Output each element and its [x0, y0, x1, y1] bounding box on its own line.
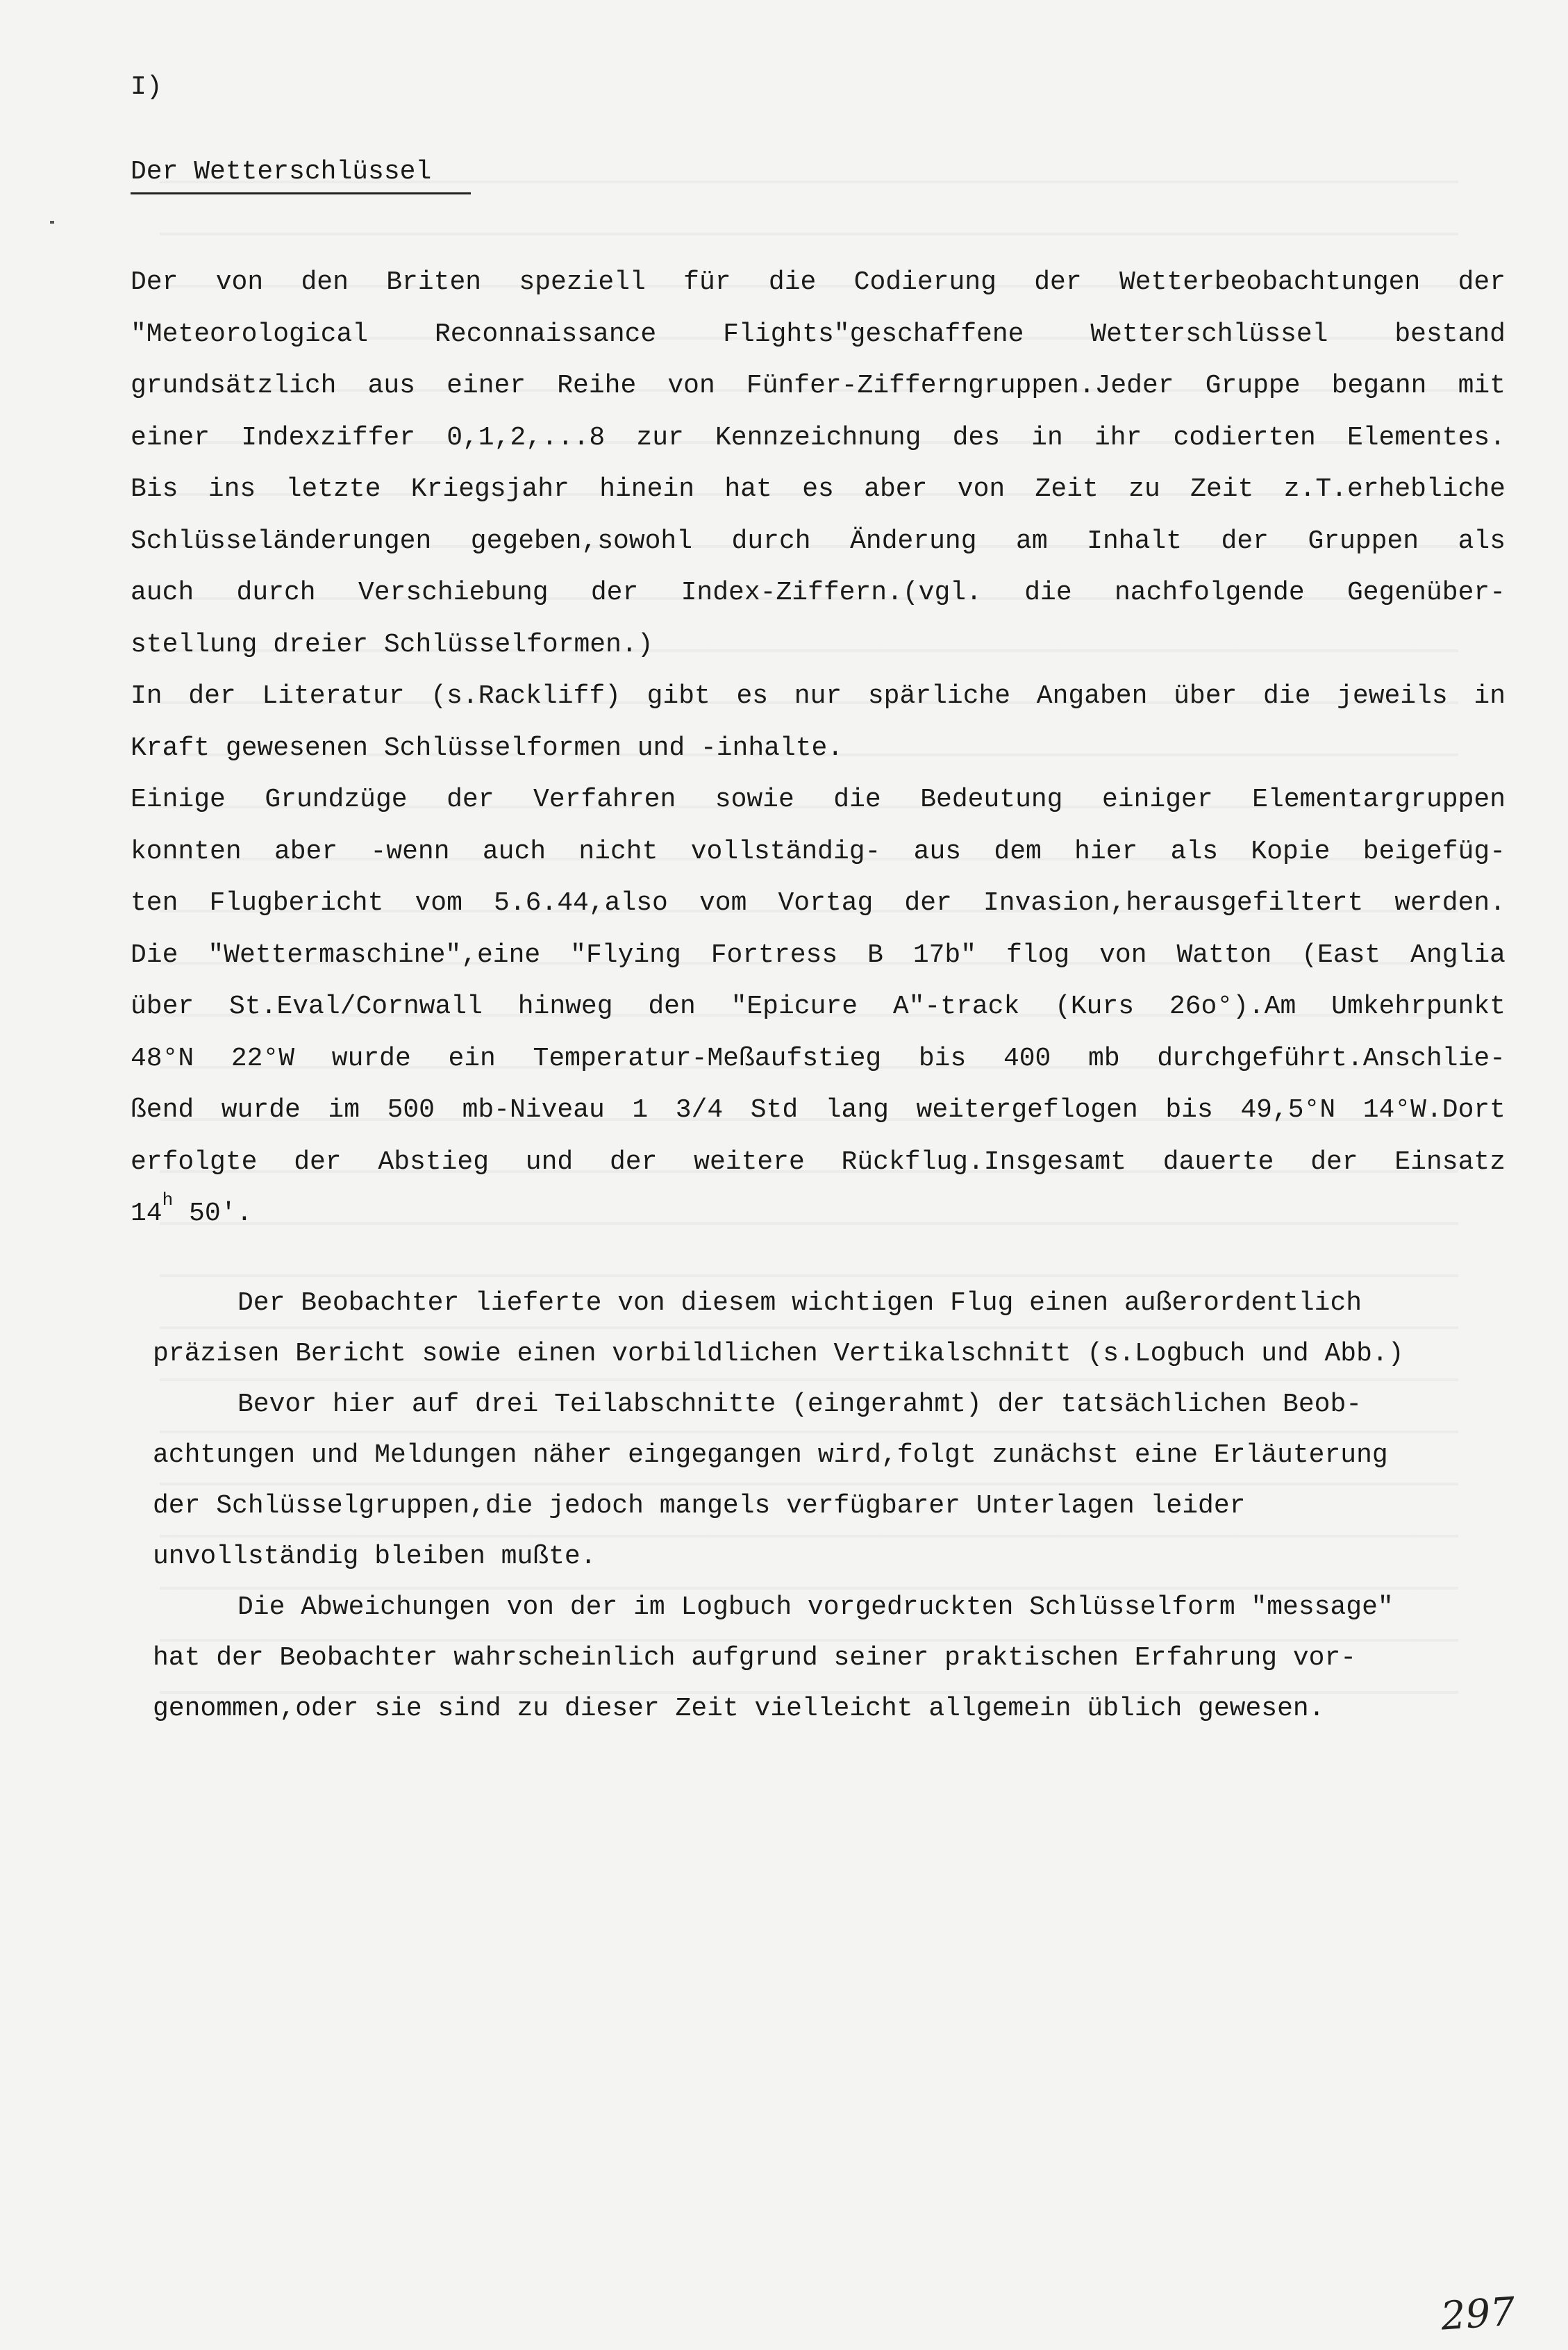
text-line: ßend wurde im 500 mb-Niveau 1 3/4 Std lang weitergeflogen bis 49,5°N 14°W.Dort: [131, 1095, 1506, 1125]
text-line: auch durch Verschiebung der Index-Ziffern.(vgl. die nachfolgende Gegenüber-: [131, 578, 1506, 608]
text-line: über St.Eval/Cornwall hinweg den "Epicure A"-track (Kurs 26o°).Am Umkehrpunkt: [131, 992, 1506, 1022]
section-number: I): [131, 72, 162, 102]
paragraph-intro: [131, 257, 1506, 1240]
duration-minutes: 50'.: [189, 1199, 253, 1228]
text-line: Bis ins letzte Kriegsjahr hinein hat es aber von Zeit zu Zeit z.T.erhebliche: [131, 474, 1506, 504]
text-line: Einige Grundzüge der Verfahren sowie die Bedeutung einiger Elementargruppen: [131, 785, 1506, 815]
text-line: Der Beobachter lieferte von diesem wichtigen Flug einen außerordentlich: [237, 1288, 1362, 1318]
text-line: präzisen Bericht sowie einen vorbildlichen Vertikalschnitt (s.Logbuch und Abb.): [153, 1339, 1404, 1369]
text-line: Die "Wettermaschine",eine "Flying Fortress B 17b" flog von Watton (East Anglia: [131, 940, 1506, 970]
text-line: Die Abweichungen von der im Logbuch vorgedruckten Schlüsselform "message": [237, 1592, 1394, 1622]
text-line: ten Flugbericht vom 5.6.44,also vom Vortag der Invasion,herausgefiltert werden.: [131, 888, 1506, 918]
text-line: achtungen und Meldungen näher eingegangen wird,folgt zunächst eine Erläuterung: [153, 1440, 1388, 1470]
paragraph-observer: [153, 1278, 1507, 1734]
text-line: Kraft gewesenen Schlüsselformen und -inhalte.: [131, 733, 844, 763]
duration-line: [131, 1188, 1506, 1240]
section-heading: Der Wetterschlüssel: [131, 157, 471, 194]
text-line: Schlüsseländerungen gegeben,sowohl durch Änderung am Inhalt der Gruppen als: [131, 526, 1506, 556]
text-line: hat der Beobachter wahrscheinlich aufgrund seiner praktischen Erfahrung vor-: [153, 1643, 1357, 1673]
page-number: 297: [1439, 2289, 1517, 2340]
text-line: Bevor hier auf drei Teilabschnitte (eingerahmt) der tatsächlichen Beob-: [237, 1390, 1362, 1419]
text-line: grundsätzlich aus einer Reihe von Fünfer-Zifferngruppen.Jeder Gruppe begann mit: [131, 371, 1506, 401]
margin-mark: [50, 221, 54, 224]
text-line: genommen,oder sie sind zu dieser Zeit vielleicht allgemein üblich gewesen.: [153, 1694, 1325, 1724]
text-line: erfolgte der Abstieg und der weitere Rückflug.Insgesamt dauerte der Einsatz: [131, 1147, 1506, 1177]
text-line: 48°N 22°W wurde ein Temperatur-Meßaufstieg bis 400 mb durchgeführt.Anschlie-: [131, 1043, 1506, 1074]
text-line: In der Literatur (s.Rackliff) gibt es nur spärliche Angaben über die jeweils in: [131, 681, 1506, 711]
text-line: stellung dreier Schlüsselformen.): [131, 629, 653, 660]
text-line: der Schlüsselgruppen,die jedoch mangels verfügbarer Unterlagen leider: [153, 1491, 1246, 1521]
text-line: "Meteorological Reconnaissance Flights"geschaffene Wetterschlüssel bestand: [131, 319, 1506, 349]
duration-hours-unit: h: [162, 1190, 174, 1210]
text-line: unvollständig bleiben mußte.: [153, 1542, 597, 1572]
text-line: einer Indexziffer 0,1,2,...8 zur Kennzeichnung des in ihr codierten Elementes.: [131, 422, 1506, 453]
duration-hours: 14: [131, 1199, 162, 1228]
text-line: Der von den Briten speziell für die Codierung der Wetterbeobachtungen der: [131, 267, 1506, 297]
text-line: konnten aber -wenn auch nicht vollständig- aus dem hier als Kopie beigefüg-: [131, 836, 1506, 867]
